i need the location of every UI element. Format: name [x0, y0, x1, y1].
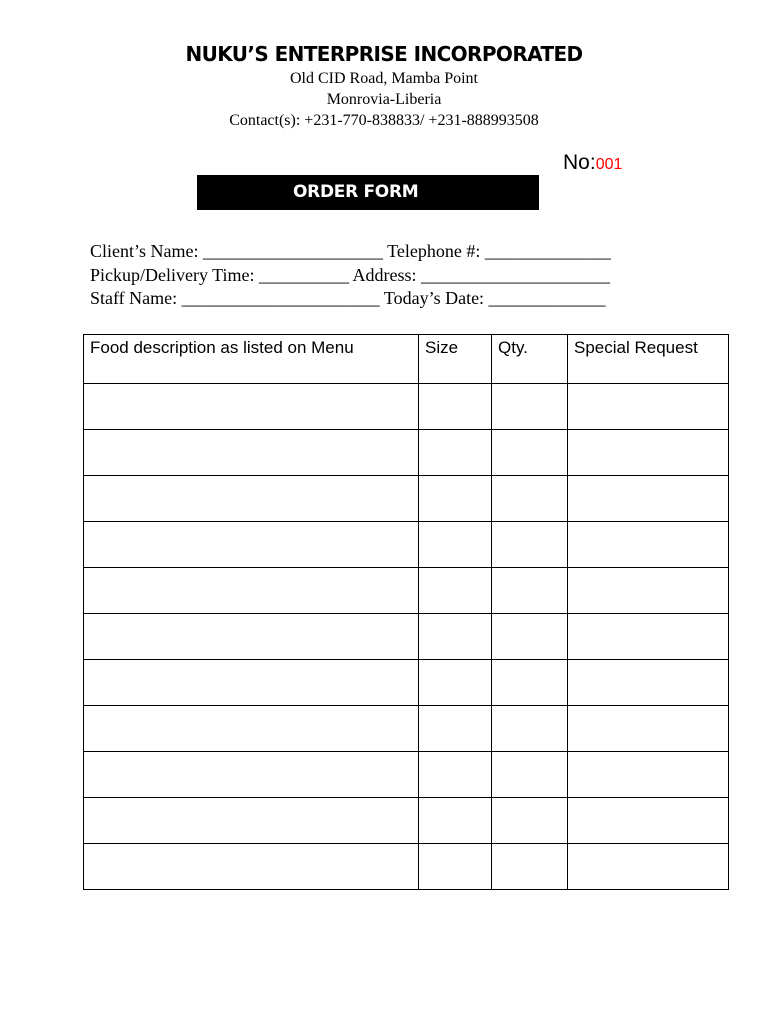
- order-table-header: [84, 335, 729, 384]
- order-form-banner: [197, 175, 539, 210]
- size-cell[interactable]: [419, 568, 492, 614]
- client-name-field[interactable]: Client’s Name: ____________________: [90, 241, 383, 261]
- qty-cell[interactable]: [492, 568, 568, 614]
- request-cell[interactable]: [568, 752, 729, 798]
- form-number: [563, 151, 622, 175]
- size-cell[interactable]: [419, 660, 492, 706]
- food-cell[interactable]: [84, 844, 419, 890]
- request-cell[interactable]: [568, 660, 729, 706]
- table-row: [84, 706, 729, 752]
- qty-cell[interactable]: [492, 752, 568, 798]
- qty-cell[interactable]: [492, 660, 568, 706]
- qty-cell[interactable]: [492, 430, 568, 476]
- qty-cell[interactable]: [492, 614, 568, 660]
- food-cell[interactable]: [84, 384, 419, 430]
- request-cell[interactable]: [568, 476, 729, 522]
- pickup-time-field[interactable]: Pickup/Delivery Time: __________: [90, 265, 350, 285]
- qty-cell[interactable]: [492, 706, 568, 752]
- qty-cell[interactable]: [492, 798, 568, 844]
- table-row: [84, 384, 729, 430]
- food-cell[interactable]: [84, 614, 419, 660]
- qty-cell[interactable]: [492, 384, 568, 430]
- table-row: [84, 522, 729, 568]
- qty-cell[interactable]: [492, 476, 568, 522]
- request-cell[interactable]: [568, 798, 729, 844]
- staff-name-field[interactable]: Staff Name: ______________________: [90, 288, 380, 308]
- table-row: [84, 844, 729, 890]
- food-cell[interactable]: [84, 752, 419, 798]
- food-cell[interactable]: [84, 660, 419, 706]
- todays-date-field[interactable]: Today’s Date: _____________: [383, 288, 606, 308]
- table-row: [84, 660, 729, 706]
- size-cell[interactable]: [419, 752, 492, 798]
- contact-line: Contact(s): +231-770-838833/ +231-888993508: [229, 112, 539, 129]
- table-row: [84, 614, 729, 660]
- request-cell[interactable]: [568, 430, 729, 476]
- size-cell[interactable]: [419, 798, 492, 844]
- table-row: [84, 430, 729, 476]
- telephone-field[interactable]: Telephone #: ______________: [387, 241, 611, 261]
- table-row: [84, 752, 729, 798]
- form-number-label: No:: [563, 151, 596, 174]
- food-cell[interactable]: [84, 706, 419, 752]
- request-cell[interactable]: [568, 384, 729, 430]
- request-cell[interactable]: [568, 568, 729, 614]
- header-special-request: Special Request: [568, 335, 729, 384]
- table-row: [84, 798, 729, 844]
- food-cell[interactable]: [84, 476, 419, 522]
- size-cell[interactable]: [419, 430, 492, 476]
- table-row: [84, 568, 729, 614]
- request-cell[interactable]: [568, 706, 729, 752]
- client-info-line-1: [90, 241, 611, 262]
- table-row: [84, 476, 729, 522]
- address-line-2: Monrovia-Liberia: [326, 91, 442, 108]
- size-cell[interactable]: [419, 706, 492, 752]
- qty-cell[interactable]: [492, 844, 568, 890]
- size-cell[interactable]: [419, 522, 492, 568]
- order-table: [83, 334, 729, 890]
- request-cell[interactable]: [568, 522, 729, 568]
- size-cell[interactable]: [419, 476, 492, 522]
- company-name: NUKU’S ENTERPRISE INCORPORATED: [185, 42, 583, 66]
- client-info-line-2: [90, 265, 610, 286]
- size-cell[interactable]: [419, 384, 492, 430]
- size-cell[interactable]: [419, 844, 492, 890]
- food-cell[interactable]: [84, 522, 419, 568]
- request-cell[interactable]: [568, 614, 729, 660]
- address-field[interactable]: Address: _____________________: [352, 265, 611, 285]
- size-cell[interactable]: [419, 614, 492, 660]
- food-cell[interactable]: [84, 430, 419, 476]
- form-number-value: 001: [595, 156, 623, 173]
- header-food-description: Food description as listed on Menu: [84, 335, 419, 384]
- address-line-1: Old CID Road, Mamba Point: [290, 70, 478, 87]
- request-cell[interactable]: [568, 844, 729, 890]
- client-info-line-3: [90, 288, 606, 309]
- order-form-title: ORDER FORM: [293, 182, 419, 202]
- header-size: Size: [419, 335, 492, 384]
- header-qty: Qty.: [492, 335, 568, 384]
- food-cell[interactable]: [84, 568, 419, 614]
- food-cell[interactable]: [84, 798, 419, 844]
- qty-cell[interactable]: [492, 522, 568, 568]
